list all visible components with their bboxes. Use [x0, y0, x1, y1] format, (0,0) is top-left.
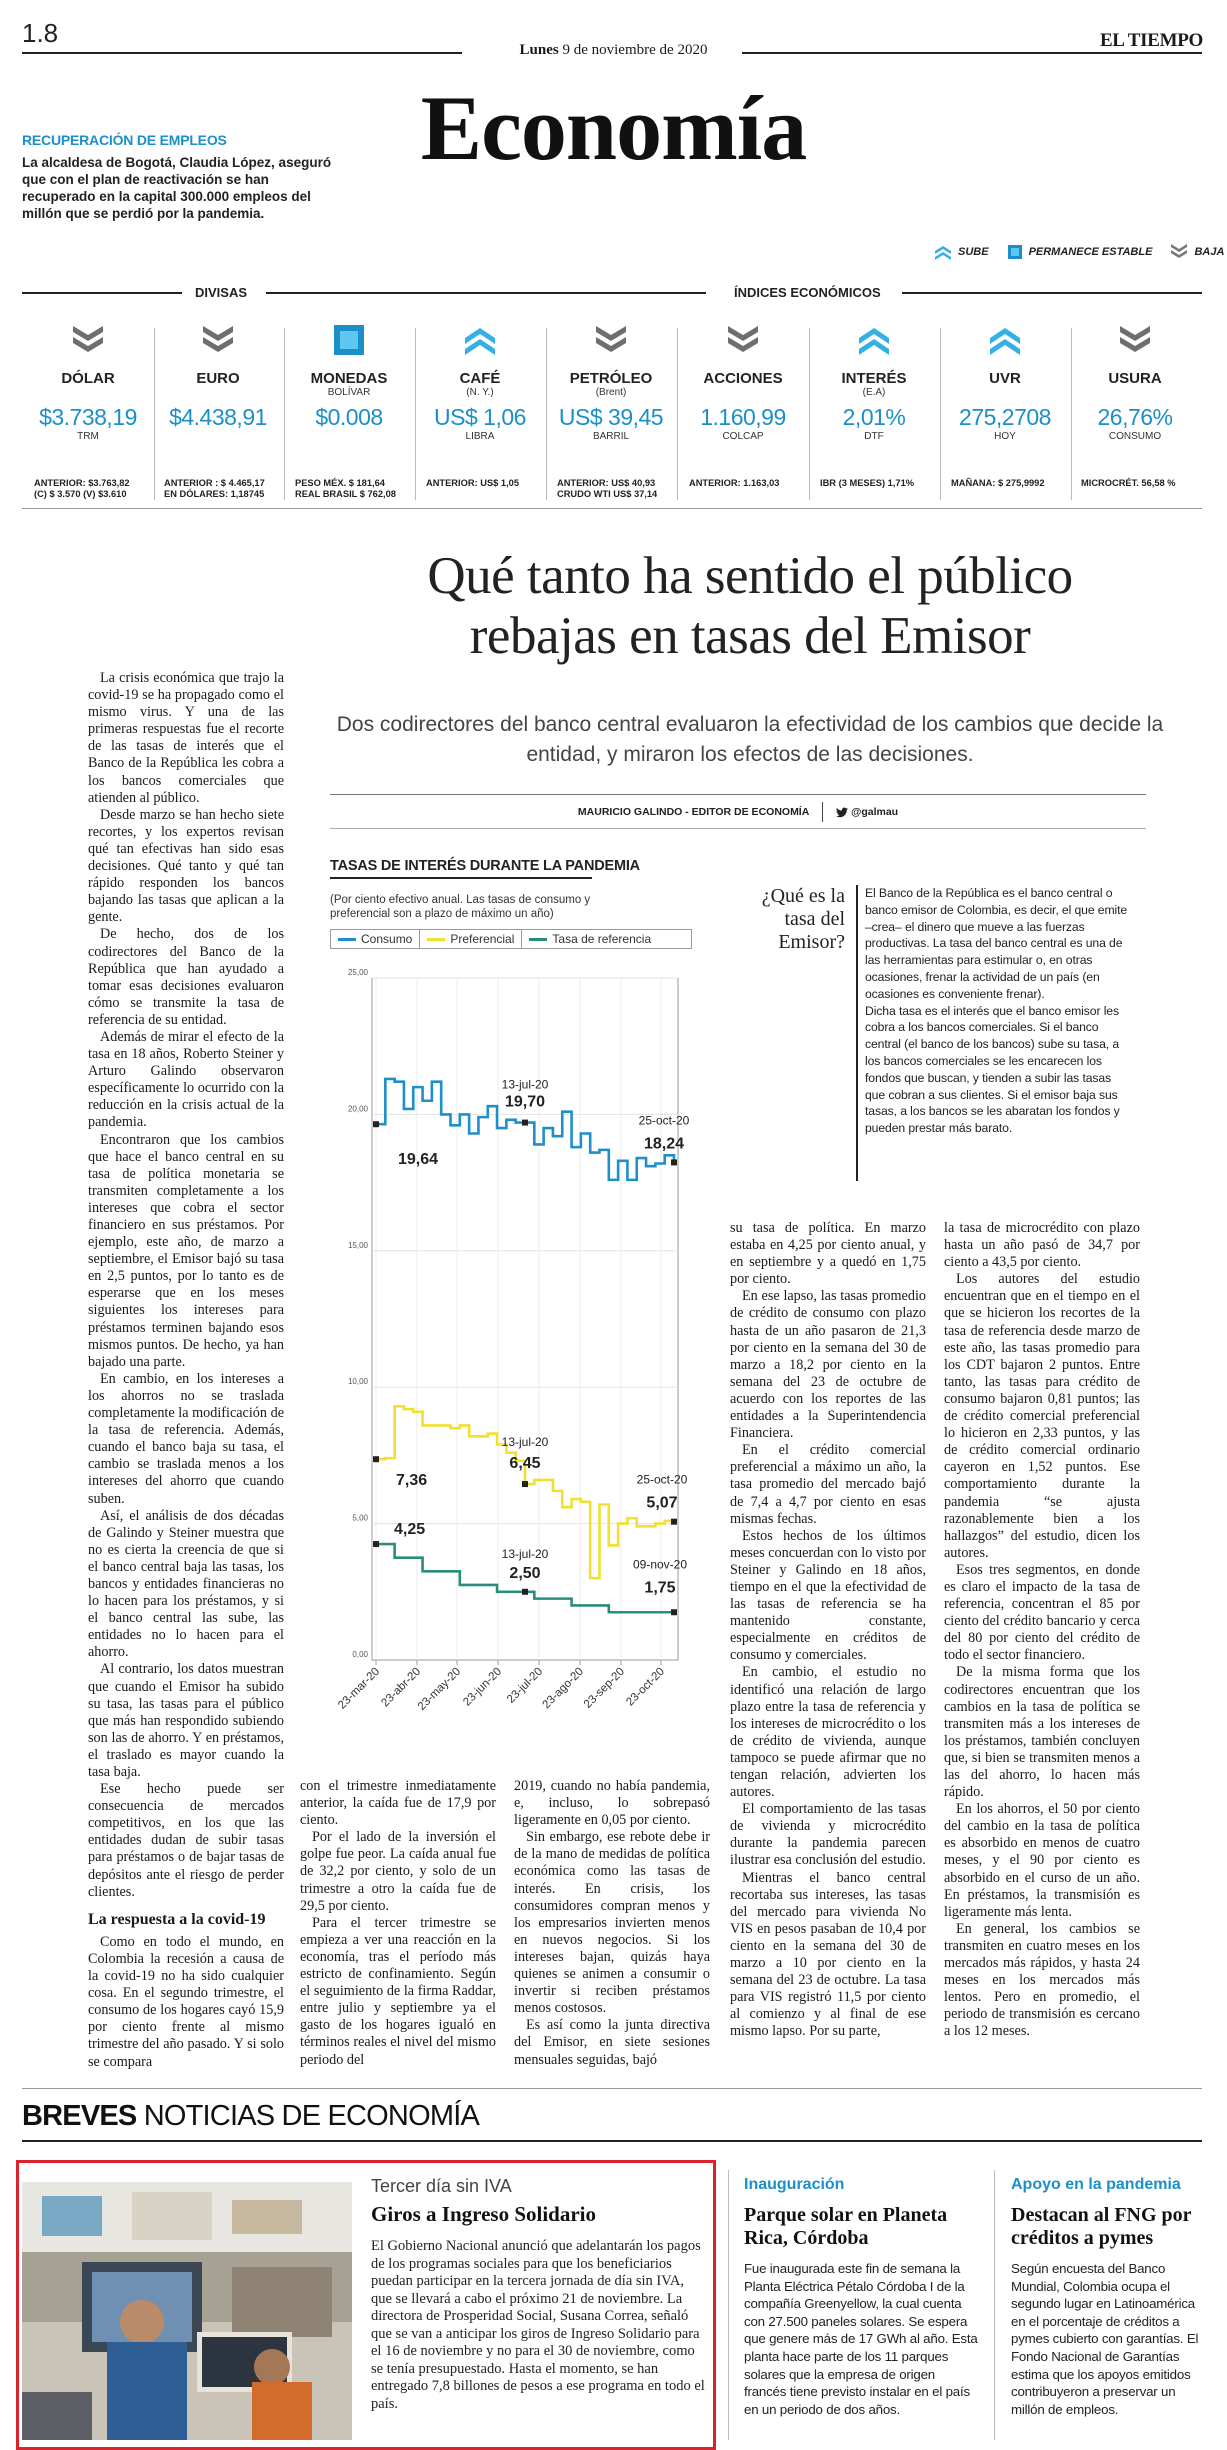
brief-kicker: Apoyo en la pandemia — [1011, 2176, 1181, 2193]
legend-up: SUBE — [958, 246, 989, 258]
indicator-value: 26,76% — [1097, 404, 1173, 430]
indicator-unit: BARRIL — [592, 431, 630, 442]
trend-up-icon — [420, 322, 540, 358]
indicator-separator — [415, 328, 416, 500]
annotation-value: 1,75 — [644, 1579, 676, 1597]
indicator-name: ACCIONES — [703, 370, 783, 387]
indicator-footnote: ANTERIOR: $3.763,82 (C) $ 3.570 (V) $3.610 — [34, 478, 130, 499]
brief-headline: Giros a Ingreso Solidario — [371, 2202, 597, 2226]
indicator-value: $0.008 — [315, 404, 383, 430]
indicator-footnote: PESO MÉX. $ 181,64 REAL BRASIL $ 762,08 — [295, 478, 396, 499]
annotation-value: 6,45 — [509, 1455, 541, 1473]
indicator-footnote: ANTERIOR: US$ 40,93 CRUDO WTI US$ 37,14 — [557, 478, 658, 499]
brief-parque-solar — [744, 2176, 980, 2418]
indicator-interés — [814, 322, 934, 442]
legend-swatch — [427, 938, 445, 941]
paragraph: Al contrario, los datos muestran que cuando el Emisor ha subido su tasa, las tasas para el público que más han respondido subiendo son las de ahorro. Y en préstamos, el traslado es mayor cuando la tasa baja. — [88, 1661, 284, 1780]
paragraph: Además de mirar el efecto de la tasa en 18 años, Roberto Steiner y Arturo Galindo observaron específicamente lo ocurrido con la reducción en la crisis actual de la pandemia. — [88, 1028, 284, 1131]
indicator-separator — [154, 328, 155, 500]
breves-title-rule — [22, 2140, 1202, 2142]
byline — [330, 802, 1146, 822]
date-day: Lunes — [519, 42, 559, 58]
byline-rule-bottom — [330, 828, 1146, 829]
indicator-footnote: MAÑANA: $ 275,9992 — [951, 478, 1045, 488]
indicator-value: $4.438,91 — [169, 404, 267, 430]
indicator-sub: (Brent) — [595, 387, 627, 398]
paragraph: Esos tres segmentos, en donde es claro el impacto de la tasa de referencia, concentran el 85 por ciento del crédito bancario y cerca del 80 por ciento del crédito de todo el sector financiero. — [944, 1561, 1140, 1664]
indicator-footnote: MICROCRÉT. 56,58 % — [1081, 478, 1176, 488]
data-point-marker — [522, 1120, 528, 1126]
divisas-rule-left — [22, 292, 182, 294]
paragraph: Ese hecho puede ser consecuencia de mercados competitivos, en los que las entidades dudan de subir tasas para préstamos o de bajar tasas de depósitos ante el riesgo de perder clientes. — [88, 1781, 284, 1900]
breves-top-rule — [22, 2088, 1202, 2089]
data-point-marker — [522, 1589, 528, 1595]
paragraph: La crisis económica que trajo la covid-19 se ha propagado como el mismo virus. Y una de las primeras respuestas fue el recorte de las tasas de interés que el Banco de la República les cobra a los bancos comerciales que atienden al público. — [88, 670, 284, 806]
annotation-date: 25-oct-20 — [636, 1472, 688, 1487]
divisas-rule-right — [266, 292, 706, 294]
legend-item — [420, 930, 522, 948]
annotation-value: 18,24 — [643, 1135, 685, 1153]
indicator-footnote: IBR (3 MESES) 1,71% — [820, 478, 915, 488]
paragraph: Desde marzo se han hecho siete recortes, y los expertos revisan qué tan efectivas han sido esas decisiones. Qué tanto y qué tan rápido responden los bancos bajando las tasas que aplican a la gente. — [88, 806, 284, 926]
indicator-value: 275,2708 — [959, 404, 1051, 430]
twitter-icon — [836, 807, 848, 818]
indicator-footnote: ANTERIOR: 1.163,03 — [689, 478, 780, 488]
brief-headline: Parque solar en Planeta Rica, Córdoba — [744, 2204, 948, 2249]
indicator-unit: TRM — [77, 431, 99, 442]
section-title: Economía — [420, 77, 807, 179]
brief-text: Según encuesta del Banco Mundial, Colombia ocupa el segundo lugar en Latinoamérica en el porcentaje de créditos a pymes cubierto con garantías. El Fondo Nacional de Garantías estima que los apoyos emitidos contribuyeron a preservar un millón de empleos. — [1011, 2261, 1199, 2417]
legend-swatch — [338, 938, 356, 941]
teaser — [22, 132, 332, 222]
annotation-date: 13-jul-20 — [501, 1435, 549, 1450]
indicator-footnote: ANTERIOR: US$ 1,05 — [426, 478, 519, 488]
chart-title: TASAS DE INTERÉS DURANTE LA PANDEMIA — [330, 858, 640, 874]
indicator-separator — [677, 328, 678, 500]
indicator-sub — [945, 387, 1065, 398]
indicator-value: $3.738,19 — [39, 404, 137, 430]
stable-icon — [1007, 244, 1023, 260]
indicator-sub — [28, 387, 148, 398]
indicator-name: MONEDAS — [310, 370, 388, 387]
brief-text: Fue inaugurada este fin de semana la Planta Eléctrica Pétalo Córdoba I de la compañía Greenyellow, la cual cuenta con 27.500 paneles solares. Se espera que genere más de 17 GWh al año. Esta planta hace parte de los 11 parques solares que la empresa de origen francés tiene previsto instalar en el país en un periodo de dos años. — [744, 2261, 978, 2417]
y-tick-label: 10,00 — [347, 1377, 368, 1387]
indicator-value: US$ 39,45 — [558, 404, 664, 430]
byline-rule-top — [330, 794, 1146, 795]
annotation-value: 5,07 — [646, 1494, 678, 1512]
brief-fng — [1011, 2176, 1206, 2418]
paragraph: Así, el análisis de dos décadas de Galindo y Steiner muestra que no es cierta la creencia de que si el banco central baja las tasas, los bancos y entidades financieras no lo hacen para los préstamos, y si el banco central las sube, las entidades no lo hacen para el ahorro. — [88, 1507, 284, 1661]
paragraph: Los autores del estudio encuentran que en el tiempo en el que se hicieron los recortes de la tasa de referencia desde marzo de este año, las tasas promedio para los CDT bajaron 2 puntos. Entre tanto, las tasas para crédito de consumo bajaron 0,81 puntos; las de crédito comercial preferencial lo hicieron en 2,33 puntos, y las de crédito comercial ordinario cayeron en 1,52 puntos. Ese comportamiento durante la pandemia “se ajusta razonablemente bien a los hallazgos” del estudio, dicen los autores. — [944, 1271, 1140, 1561]
data-point-marker — [373, 1541, 379, 1547]
chart-legend — [330, 929, 692, 949]
legend-label: Preferencial — [450, 932, 515, 946]
y-tick-label: 0,00 — [352, 1650, 368, 1659]
indicator-unit: HOY — [994, 431, 1016, 442]
paragraph: En general, los cambios se transmiten en cuatro meses en los mercados más rápidos, y hasta 24 meses en los mercados más lentos. Pero en promedio, el periodo de transmisión es cercano a los 12 meses. — [944, 1920, 1140, 2040]
shopping-photo — [22, 2182, 352, 2440]
indices-label: ÍNDICES ECONÓMICOS — [734, 285, 881, 300]
sidebar-box — [745, 885, 1135, 1185]
indicator-name: CAFÉ — [459, 370, 501, 387]
indicator-unit: LIBRA — [465, 431, 495, 442]
indices-rule-right — [902, 292, 1202, 294]
indicator-name: PETRÓLEO — [569, 370, 653, 387]
indicator-name: UVR — [989, 370, 1021, 387]
article-headline — [300, 546, 1200, 666]
trend-down-icon — [1075, 322, 1195, 358]
indicator-separator — [284, 328, 285, 500]
sidebar-question: ¿Qué es la tasa del Emisor? — [761, 885, 845, 953]
indicator-separator — [1071, 328, 1072, 500]
brief-kicker: Tercer día sin IVA — [371, 2176, 512, 2196]
interest-rate-chart — [320, 960, 700, 1730]
legend-label: Consumo — [361, 932, 413, 946]
date-text: 9 de noviembre de 2020 — [562, 42, 708, 58]
date-line — [0, 42, 1227, 59]
indicator-sub — [683, 387, 803, 398]
annotation-value: 7,36 — [396, 1472, 428, 1490]
indicator-name: DÓLAR — [61, 370, 115, 387]
x-tick-label: 23-jul-20 — [504, 1665, 546, 1706]
article-column-1 — [88, 670, 284, 2071]
paragraph: la tasa de microcrédito con plazo hasta un año pasó de 34,7 por ciento a 43,5 por ciento. — [944, 1220, 1140, 1271]
divisas-label: DIVISAS — [195, 285, 248, 300]
legend-down: BAJA — [1194, 246, 1225, 258]
indicator-separator — [940, 328, 941, 500]
trend-up-icon — [814, 322, 934, 358]
trend-down-icon — [28, 322, 148, 358]
indicator-café — [420, 322, 540, 442]
x-tick-label: 23-jun-20 — [461, 1665, 505, 1709]
paragraph: En el crédito comercial preferencial a máximo un año, la tasa promedio del mercado bajó de 7,4 a 4,7 por ciento en esas mismas fechas. — [730, 1442, 926, 1527]
x-tick-label: 23-ago-20 — [540, 1665, 587, 1712]
x-tick-label: 23-abr-20 — [379, 1665, 424, 1710]
breves-title — [22, 2100, 479, 2133]
header-rule-right — [742, 52, 1202, 54]
y-tick-label: 25,00 — [347, 968, 368, 977]
annotation-date: 13-jul-20 — [501, 1546, 549, 1561]
paragraph: su tasa de política. En marzo estaba en 4,25 por ciento anual, y en septiembre y a quedó en 1,75 por ciento. — [730, 1220, 926, 1288]
breves-rest: NOTICIAS DE ECONOMÍA — [143, 2100, 479, 2132]
indicator-petróleo — [551, 322, 671, 442]
headline-line-2: rebajas en tasas del Emisor — [469, 607, 1031, 665]
legend-stable: PERMANECE ESTABLE — [1028, 246, 1153, 258]
indicator-name: USURA — [1108, 370, 1162, 387]
trend-down-icon — [551, 322, 671, 358]
paragraph: Encontraron que los cambios que hace el banco central en su tasa de política monetaria se transmiten completamente a los intereses que cobra el sector financiero en sus préstamos. Por ejemplo, este año, de marzo a septiembre, el Emisor bajó su tasa en 2,5 puntos, por lo tanto es de esperarse que en los meses siguientes los intereses para préstamos terminen bajando esos mismos puntos. De hecho, ya han bajado una parte. — [88, 1131, 284, 1370]
trend-legend — [934, 244, 1224, 260]
trend-up-icon — [945, 322, 1065, 358]
trend-down-icon — [158, 322, 278, 358]
paragraph: Es así como la junta directiva del Emisor, en siete sesiones mensuales seguidas, bajó — [514, 2017, 710, 2068]
indicator-monedas — [289, 322, 409, 431]
paragraph: Estos hechos de los últimos meses concuerdan con lo visto por Steiner y Galindo en 18 años, tiempo en el que la efectividad de las tasas de referencia se ha mantenido constante, especialmente en créditos de consumo y comerciales. — [730, 1527, 926, 1664]
annotation-date: 09-nov-20 — [632, 1557, 688, 1572]
indicator-value: 2,01% — [842, 404, 906, 430]
article-column-3 — [514, 1778, 710, 2069]
indicator-unit: CONSUMO — [1108, 431, 1162, 442]
indicator-sub — [1075, 387, 1195, 398]
indicator-acciones — [683, 322, 803, 442]
legend-item — [331, 930, 420, 948]
x-tick-label: 23-sep-20 — [581, 1665, 628, 1711]
x-tick-label: 23-may-20 — [415, 1665, 464, 1713]
legend-label: Tasa de referencia — [552, 932, 652, 946]
indicator-separator — [546, 328, 547, 500]
article-column-4 — [730, 1220, 926, 2041]
brand-logo: EL TIEMPO — [1099, 30, 1203, 51]
paragraph: En los ahorros, el 50 por ciento del cambio en la tasa de política es absorbido en menos de cuatro meses, y el 90 por ciento es absorbido en el curso de un año. En préstamos, la transmisión es ligeramente más lenta. — [944, 1801, 1140, 1920]
indicator-footnote: ANTERIOR : $ 4.465,17 EN DÓLARES: 1,18745 — [164, 478, 265, 499]
annotation-value: 19,70 — [504, 1093, 546, 1111]
paragraph: Sin embargo, ese rebote debe ir de la mano de medidas de política económica como las tasas de interés. En crisis, los consumidores compran menos y los empresarios invierten menos en nuevos negocios. Si los intereses bajan, quizás haya quienes se animen a consumir o invertir si reciben préstamos menos costosos. — [514, 1829, 710, 2017]
indicator-sub: (E.A) — [862, 387, 886, 398]
paragraph: Mientras el banco central recortaba sus intereses, las tasas del mercado para vivienda No VIS en pesos pasaban de 10,4 por ciento en la semana del 30 de marzo a 10 por ciento en la semana del 23 de octubre. La tasa para VIS registró 11,5 por ciento al comienzo y al final de ese mismo lapso. Por su parte, — [730, 1869, 926, 2040]
article-subhead: La respuesta a la covid-19 — [88, 1910, 266, 1928]
indicator-value: US$ 1,06 — [434, 404, 526, 430]
page-number: 1.8 — [22, 18, 59, 48]
paragraph: El comportamiento de las tasas de vivienda y microcrédito durante la pandemia parecen ilustrar esa conclusión del estudio. — [730, 1801, 926, 1869]
annotation-value: 4,25 — [394, 1521, 426, 1539]
data-point-marker — [373, 1121, 379, 1127]
paragraph: De hecho, dos de los codirectores del Banco de la República que han ayudado a tomar esas decisiones evaluaron cómo se transmite la tasa de referencia de su entidad. — [88, 926, 284, 1028]
indicator-name: EURO — [196, 370, 240, 387]
data-point-marker — [671, 1609, 677, 1615]
chart-subtitle: (Por ciento efectivo anual. Las tasas de consumo y preferencial son a plazo de máximo un año) — [330, 894, 591, 920]
indicators-bottom-rule — [22, 508, 1202, 509]
brief-divider-2 — [994, 2170, 995, 2440]
indicator-name: INTERÉS — [841, 370, 907, 387]
indicator-separator — [809, 328, 810, 500]
sidebar-text: El Banco de la República es el banco central o banco emisor de Colombia, es decir, el que emite –crea– el dinero que mueve a las fuerzas productivas. La tasa del banco central es una de las herramientas para estimular o, en otras ocasiones, frenar la actividad de un país (en ocasiones es conveniente frenar). Dicha tasa es el interés que el banco emisor les cobra a los bancos comerciales. Si el banco central (el banco de los bancos) sube su tasa, a los bancos comerciales se les encarecen los fondos que buscan, y tienden a subir las tasas que cobran a sus clientes. Si el emisor baja sus tasas, a los bancos se les abaratan los fondos y pueden prestar más barato. — [865, 886, 1128, 1136]
brief-text: El Gobierno Nacional anunció que adelantarán los pagos de los programas sociales para que los beneficiarios puedan participar en la tercera jornada de día sin IVA, que se llevará a cabo el próximo 21 de noviembre. La directora de Prosperidad Social, Susana Correa, señaló que se van a anticipar los giros de Ingreso Solidario para el 16 de noviembre y no para el 30 de noviembre, como se tenía presupuestado. Hasta el momento, se han entregado 7,8 billones de pesos a ese programa en todo el país. — [371, 2238, 705, 2412]
down-icon — [1170, 244, 1188, 260]
indicator-uvr — [945, 322, 1065, 442]
paragraph: con el trimestre inmediatamente anterior, la caída fue de 17,9 por ciento. — [300, 1778, 496, 1829]
data-point-marker — [373, 1456, 379, 1462]
trend-stable-icon — [289, 322, 409, 358]
brief-ingreso-solidario — [371, 2176, 707, 2413]
y-tick-label: 20,00 — [347, 1104, 368, 1114]
paragraph: En ese lapso, las tasas promedio de crédito de consumo con plazo hasta de un año pasaron de 21,3 por ciento en la semana del 30 de marzo a 18,2 por ciento en la semana del 23 de octubre de acuerdo con los reportes de las entidades a la Superintendencia Financiera. — [730, 1288, 926, 1442]
paragraph: 2019, cuando no había pandemia, e, incluso, lo sobrepasó ligeramente en 0,05 por ciento. — [514, 1778, 710, 1829]
brief-kicker: Inauguración — [744, 2176, 845, 2193]
indicator-sub: BOLÍVAR — [327, 387, 371, 398]
headline-line-1: Qué tanto ha sentido el público — [427, 547, 1073, 605]
annotation-date: 25-oct-20 — [638, 1113, 690, 1128]
annotation-date: 13-jul-20 — [501, 1077, 549, 1092]
indicator-dólar — [28, 322, 148, 442]
indicator-euro — [158, 322, 278, 431]
legend-swatch — [529, 938, 547, 941]
teaser-text: La alcaldesa de Bogotá, Claudia López, aseguró que con el plan de reactivación se han recuperado en la capital 300.000 empleos del millón que se perdió por la pandemia. — [22, 155, 332, 221]
up-icon — [934, 244, 952, 260]
data-point-marker — [522, 1481, 528, 1487]
trend-down-icon — [683, 322, 803, 358]
article-deck: Dos codirectores del banco central evaluaron la efectividad de los cambios que decide la entidad, y miraron los efectos de las decisiones. — [336, 713, 1164, 766]
paragraph: Como en todo el mundo, en Colombia la recesión a causa de la covid-19 no ha sido cualquier cosa. En el segundo trimestre, el consumo de los hogares cayó 15,9 por ciento frente al mismo trimestre del año pasado. Y si solo se compara — [88, 1933, 284, 2070]
article-column-2 — [300, 1778, 496, 2069]
paragraph: En cambio, el estudio no identificó una relación de largo plazo entre la tasa de referencia y los intereses de microcrédito o los de crédito de vivienda, aunque tampoco se puede afirmar que no tengan relación, advierten los autores. — [730, 1664, 926, 1801]
y-tick-label: 5,00 — [352, 1513, 368, 1523]
legend-item — [522, 930, 658, 948]
indicator-unit: DTF — [864, 431, 884, 442]
y-tick-label: 15,00 — [347, 1240, 368, 1250]
indicator-usura — [1075, 322, 1195, 442]
paragraph: De la misma forma que los codirectores encuentran que los cambios en la tasa de política se transmiten más a los intereses de los préstamos, también concluyen que, si bien se transmiten menos a las del ahorro, lo hacen más rápido. — [944, 1664, 1140, 1801]
annotation-value: 2,50 — [509, 1564, 541, 1582]
paragraph: En cambio, en los intereses a los ahorros no se traslada completamente la modificación de la tasa de referencia. Además, cuando el banco baja su tasa, el cambio se traslada menos a los intereses del ahorro que cuando suben. — [88, 1370, 284, 1507]
indicator-sub — [158, 387, 278, 398]
indicator-sub: (N. Y.) — [466, 387, 494, 398]
data-point-marker — [671, 1519, 677, 1525]
indicator-unit: COLCAP — [722, 431, 764, 442]
x-tick-label: 23-mar-20 — [336, 1665, 383, 1712]
data-point-marker — [671, 1159, 677, 1165]
brief-divider-1 — [728, 2170, 729, 2440]
byline-author: MAURICIO GALINDO - EDITOR DE ECONOMÍA — [577, 805, 810, 818]
paragraph: Para el tercer trimestre se empieza a ver una reacción en la economía, tras el período más estricto de confinamiento. Según el seguimiento de la firma Raddar, entre julio y septiembre ya el gasto de los hogares igualó en términos reales el nivel del mismo periodo del — [300, 1914, 496, 2068]
paragraph: Por el lado de la inversión el golpe fue peor. La caída anual fue de 32,2 por ciento, y solo de un trimestre a otro la caída fue de 29,5 por ciento. — [300, 1829, 496, 1914]
chart-container — [330, 858, 698, 949]
annotation-value: 19,64 — [398, 1151, 439, 1169]
x-tick-label: 23-oct-20 — [624, 1665, 668, 1709]
byline-twitter: @galmau — [851, 805, 899, 818]
brief-headline: Destacan al FNG por créditos a pymes — [1011, 2204, 1192, 2249]
indicator-value: 1.160,99 — [700, 404, 786, 430]
article-column-5 — [944, 1220, 1140, 2041]
breves-bold: BREVES — [22, 2100, 137, 2132]
teaser-kicker: RECUPERACIÓN DE EMPLEOS — [22, 132, 227, 148]
